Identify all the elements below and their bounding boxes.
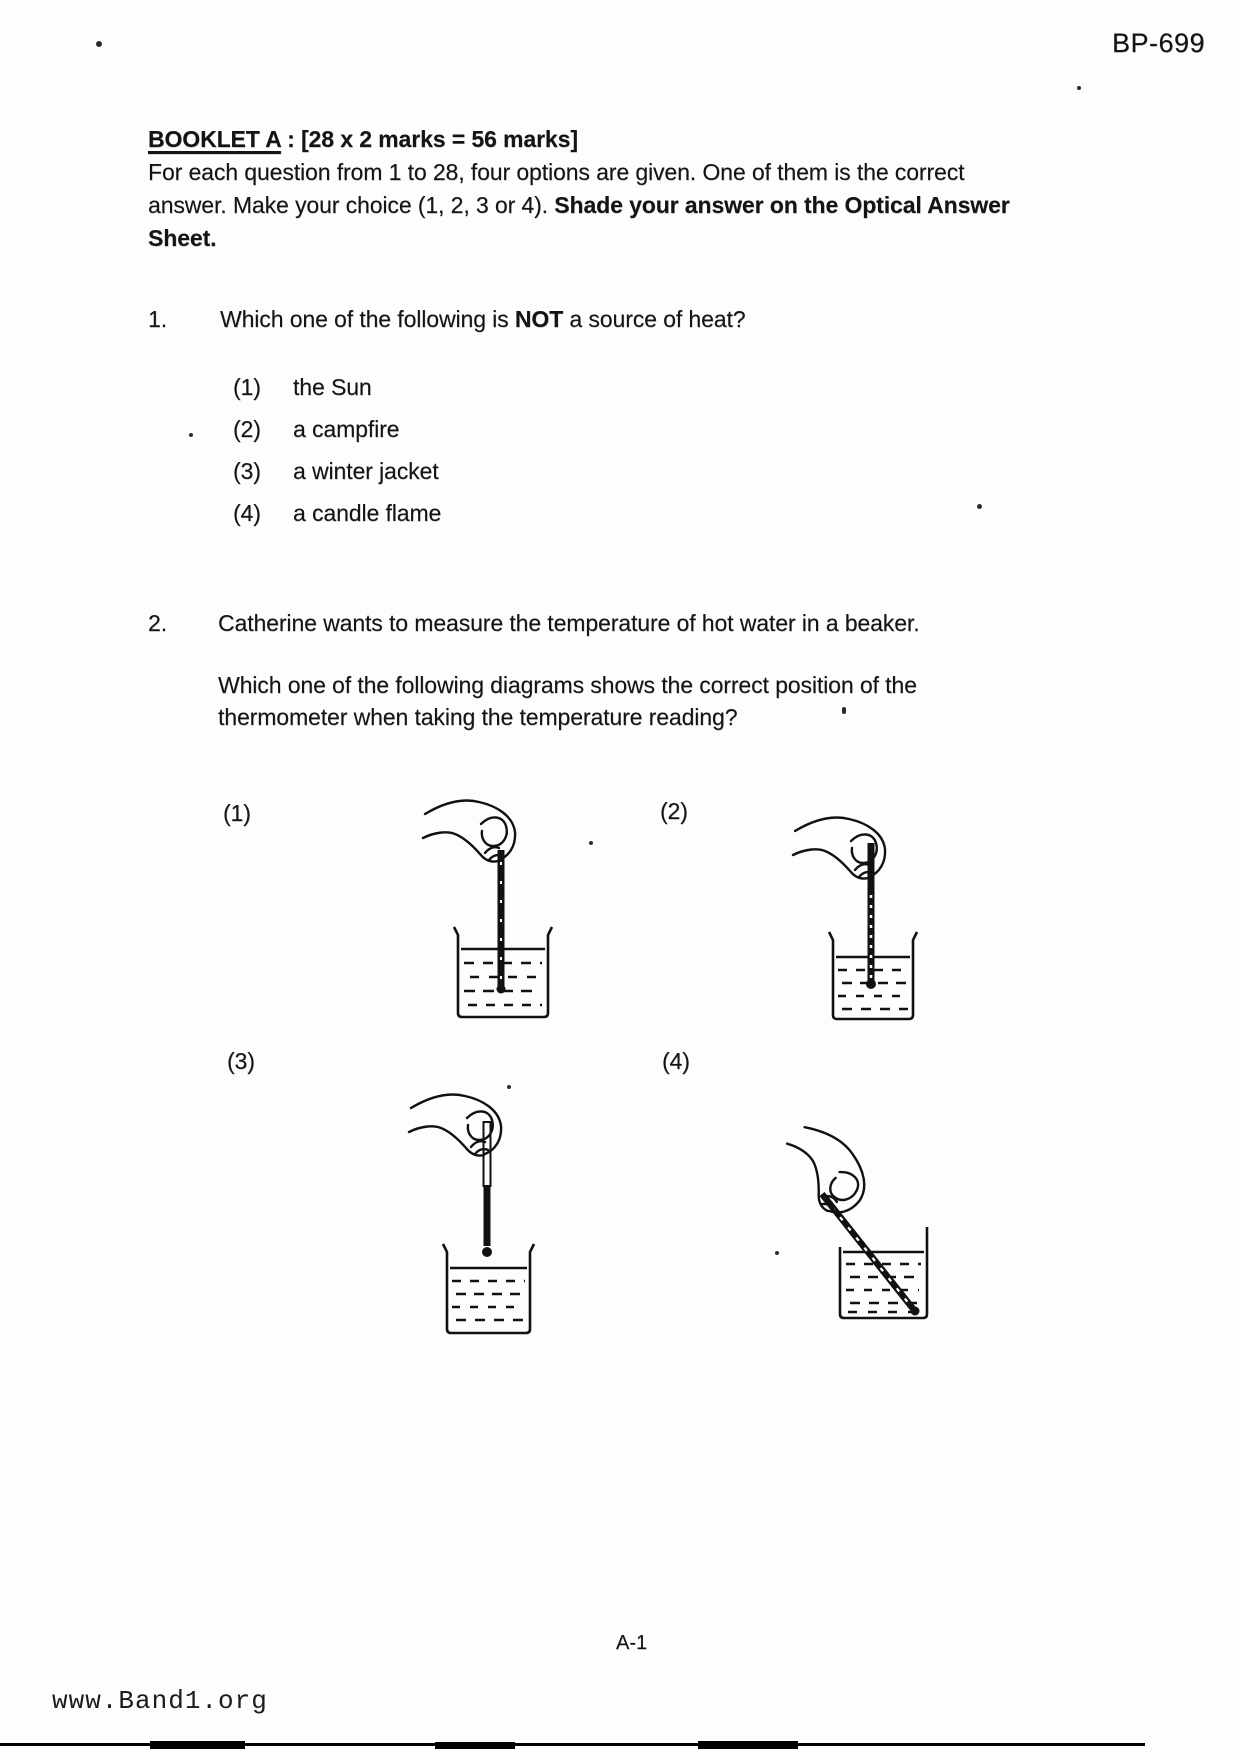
- water-dashes: [838, 970, 908, 1009]
- scan-artifact-dot: [1077, 86, 1081, 90]
- beaker-outline: [840, 1227, 927, 1318]
- booklet-header: [148, 123, 1010, 255]
- instructions-line-1: For each question from 1 to 28, four options are given. One of them is the correct: [148, 159, 965, 185]
- beaker-outline: [829, 932, 917, 1019]
- thermometer-bulb: [866, 979, 876, 989]
- hand-icon: [793, 818, 885, 879]
- q1-option-1-number: (1): [233, 374, 261, 400]
- q2-diagram-1-thermometer-bulb-mid-water: [423, 801, 552, 1018]
- thermometer-bulb: [911, 1307, 920, 1316]
- q1-text: [220, 303, 745, 336]
- hand-icon: [771, 1116, 880, 1223]
- q1-option-2-label: a campfire: [293, 416, 400, 442]
- scan-artifact-dot: [507, 1085, 511, 1089]
- instructions-line-2-normal: answer. Make your choice (1, 2, 3 or 4).: [148, 192, 555, 218]
- q2-diagram-label-4: (4): [662, 1048, 690, 1074]
- q1-option-4: [233, 497, 441, 530]
- q1-text-bold: NOT: [514, 306, 564, 332]
- scan-artifact-dot: [589, 841, 593, 845]
- hand-icon: [409, 1095, 501, 1156]
- q1-option-1-label: the Sun: [293, 374, 372, 400]
- beaker-outline: [443, 1244, 534, 1333]
- q1-option-3-number: (3): [233, 458, 261, 484]
- booklet-title-line: [148, 123, 1010, 156]
- thermometer-scale-marks: [832, 1207, 910, 1305]
- q2-diagram-4-thermometer-tilted: [771, 1116, 927, 1318]
- instructions-line-2: [148, 189, 1010, 222]
- q1-option-1: [233, 371, 372, 404]
- water-dashes: [846, 1264, 921, 1312]
- q1-option-3-label: a winter jacket: [293, 458, 439, 484]
- q2-diagram-3-thermometer-bulb-above-water: [409, 1095, 534, 1334]
- q2-diagram-label-2: (2): [660, 798, 688, 824]
- page-number: A-1: [616, 1632, 648, 1654]
- beaker-outline: [454, 927, 552, 1017]
- q1-text-pre: Which one of the following is: [220, 306, 515, 332]
- q1-option-2: [233, 413, 399, 446]
- hand-icon: [423, 801, 515, 862]
- scan-artifact-dot: [189, 433, 193, 437]
- booklet-code: BP-699: [1112, 28, 1206, 58]
- thermometer-bulb: [482, 1247, 492, 1257]
- scan-artifact-dot: [96, 41, 102, 47]
- booklet-title-suffix: : [28 x 2 marks = 56 marks]: [280, 126, 578, 152]
- q2-diagram-label-1: (1): [223, 800, 251, 826]
- water-dashes: [464, 963, 542, 1005]
- q2-diagram-2-thermometer-bulb-near-bottom: [793, 818, 917, 1020]
- thermometer-stem-upper: [484, 1122, 491, 1186]
- q1-option-4-number: (4): [233, 500, 261, 526]
- q1-option-2-number: (2): [233, 416, 261, 442]
- instructions-line-2-bold: Shade your answer on the Optical Answer: [554, 192, 1010, 218]
- bottom-scan-line: [0, 1738, 1239, 1752]
- watermark-url: www.Band1.org: [52, 1686, 268, 1716]
- thermometer-bulb: [497, 985, 506, 994]
- q1-option-4-label: a candle flame: [293, 500, 442, 526]
- q2-diagram-label-3: (3): [227, 1048, 255, 1074]
- water-dashes: [452, 1281, 525, 1320]
- scan-artifact-dot: [977, 504, 982, 509]
- q2-line-3: thermometer when taking the temperature reading?: [218, 704, 738, 730]
- scan-artifact-dot: [775, 1251, 779, 1255]
- q1-number: 1.: [148, 306, 167, 332]
- thermometer-stem: [822, 1194, 914, 1310]
- q1-text-post: a source of heat?: [563, 306, 746, 332]
- q2-line-2: Which one of the following diagrams shows the correct position of the: [218, 672, 917, 698]
- q1-option-3: [233, 455, 439, 488]
- q2-number: 2.: [148, 610, 167, 636]
- instructions-line-3: Sheet.: [148, 225, 217, 251]
- scan-artifact-mark: [842, 707, 846, 714]
- q2-line-1: Catherine wants to measure the temperature of hot water in a beaker.: [218, 610, 920, 636]
- booklet-title: BOOKLET A: [148, 126, 281, 152]
